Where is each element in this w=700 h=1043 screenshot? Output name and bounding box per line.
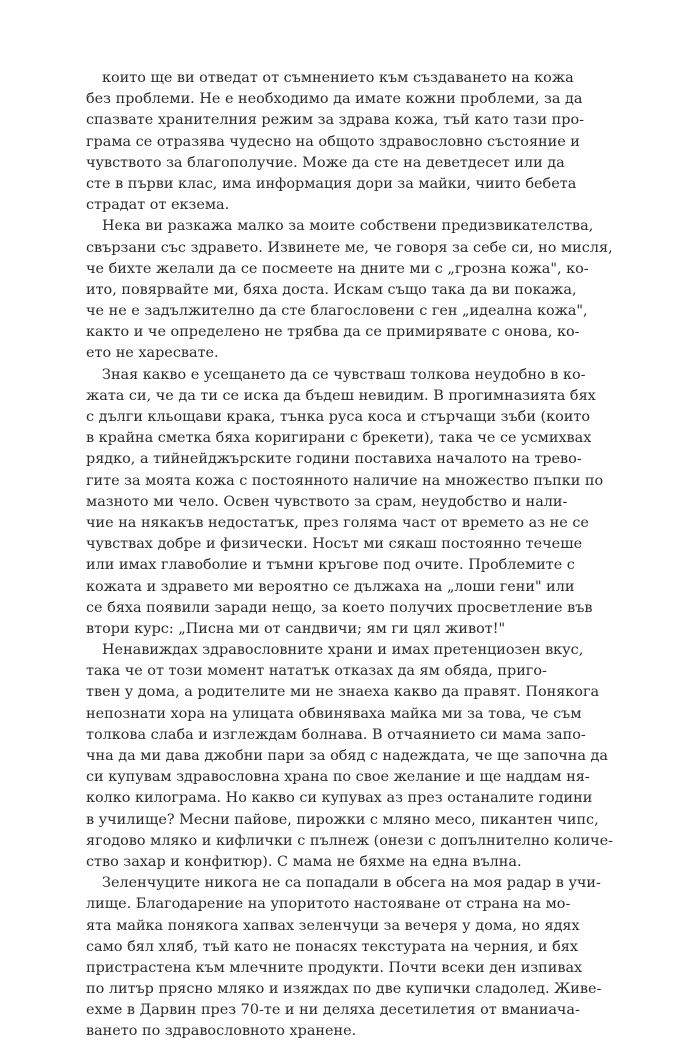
text-line: сте в първи клас, има информация дори за майки, чиито бебета xyxy=(86,175,577,192)
text-line: мазното ми чело. Освен чувството за срам, неудобство и нали- xyxy=(86,493,568,510)
text-line: които ще ви отведат от съмнението към създаването на кожа xyxy=(102,70,574,86)
text-line: страдат от екзема. xyxy=(86,197,230,214)
text-line: чувствах добре и физически. Носът ми сякаш постоянно течеше xyxy=(86,536,583,553)
text-line: Зная какво е усещането да се чувстваш толкова неудобно в ко- xyxy=(102,366,586,383)
text-line: чувството за благополучие. Може да сте на деветдесет или да xyxy=(86,154,565,171)
text-line: чие на някакъв недостатък, през голяма част от времето аз не се xyxy=(86,514,589,531)
text-line: Нека ви разкажа малко за моите собствени предизвикателства, xyxy=(102,218,594,235)
text-line: по литър прясно мляко и изяждах по две купички сладолед. Живе- xyxy=(86,981,602,998)
text-line: или имах главоболие и тъмни кръгове под очите. Проблемите с xyxy=(86,557,575,574)
text-line: ито, повярвайте ми, бяха доста. Искам също така да ви покажа, xyxy=(86,281,577,298)
paragraph xyxy=(86,216,618,364)
text-line: втори курс: „Писна ми от сандвичи; ям ги цял живот!" xyxy=(86,620,506,637)
text-line: ването по здравословното хранене. xyxy=(86,1023,357,1040)
text-line: чна да ми дава джобни пари за обяд с надеждата, че ще започна да xyxy=(86,748,608,764)
text-line: ето не харесвате. xyxy=(86,345,219,362)
text-line: с дълги кльощави крака, тънка руса коса и стърчащи зъби (които xyxy=(86,409,591,425)
paragraph xyxy=(86,640,618,873)
text-line: само бял хляб, тъй като не понасях текстурата на черния, и бях xyxy=(86,938,578,955)
text-line: така че от този момент нататък отказах да ям обяда, приго- xyxy=(86,663,547,680)
text-line: толкова слаба и изглеждам болнава. В отчаянието си мама запо- xyxy=(86,726,586,743)
paragraph xyxy=(86,365,618,640)
text-line: ехме в Дарвин през 70-те и ни деляха десетилетия от вманиача- xyxy=(86,1002,580,1019)
text-line: твен у дома, а родителите ми не знаеха какво да правят. Понякога xyxy=(86,684,600,701)
text-line: се бяха появили заради нещо, за което получих просветление във xyxy=(86,599,593,616)
paragraph xyxy=(86,873,618,1043)
text-line: колко килограма. Но какво си купувах аз през останалите години xyxy=(86,790,593,807)
body-text xyxy=(86,68,618,1043)
text-line: в крайна сметка бяха коригирани с брекети), така че се усмихвах xyxy=(86,430,592,447)
text-line: гите за моята кожа с постоянното наличие на множество пъпки по xyxy=(86,472,604,489)
text-line: кожата и здравето ми вероятно се дължаха на „лоши гени" или xyxy=(86,578,575,595)
text-line: ягодово мляко и кифлички с пълнеж (онези с допълнително количе- xyxy=(86,832,614,849)
text-line: Зеленчуците никога не са попадали в обсега на моя радар в учи- xyxy=(102,875,601,892)
text-line: пристрастена към млечните продукти. Почти всеки ден изпивах xyxy=(86,959,583,976)
text-line: ство захар и конфитюр). С мама не бяхме на една вълна. xyxy=(86,853,522,870)
text-line: Ненавиждах здравословните храни и имах претенциозен вкус, xyxy=(102,642,584,659)
text-line: че не е задължително да сте благословени с ген „идеална кожа", xyxy=(86,303,588,320)
text-line: ята майка понякога хапвах зеленчуци за вечеря у дома, но ядях xyxy=(86,917,580,934)
text-line: грама се отразява чудесно на общото здравословно състояние и xyxy=(86,133,580,150)
text-line: си купувам здравословна храна по свое желание и ще наддам ня- xyxy=(86,769,590,786)
text-line: жата си, че да ти се иска да бъдеш невидим. В прогимназията бях xyxy=(86,387,596,404)
text-line: както и че определено не трябва да се примирявате с онова, ко- xyxy=(86,324,580,341)
text-line: без проблеми. Не е необходимо да имате кожни проблеми, за да xyxy=(86,91,583,108)
text-line: лище. Благодарение на упоритото настояване от страна на мо- xyxy=(86,896,571,913)
text-line: непознати хора на улицата обвиняваха майка ми за това, че съм xyxy=(86,705,582,722)
text-line: в училище? Месни пайове, пирожки с мляно месо, пикантен чипс, xyxy=(86,811,599,828)
paragraph xyxy=(86,68,618,216)
text-line: че бихте желали да се посмеете на дните ми с „грозна кожа", ко- xyxy=(86,260,589,277)
text-line: свързани със здравето. Извинете ме, че говоря за себе си, но мисля, xyxy=(86,239,613,256)
text-line: рядко, а тийнейджърските години поставиха началото на трево- xyxy=(86,451,582,468)
text-line: спазвате хранителния режим за здрава кожа, тъй като тази про- xyxy=(86,112,585,129)
